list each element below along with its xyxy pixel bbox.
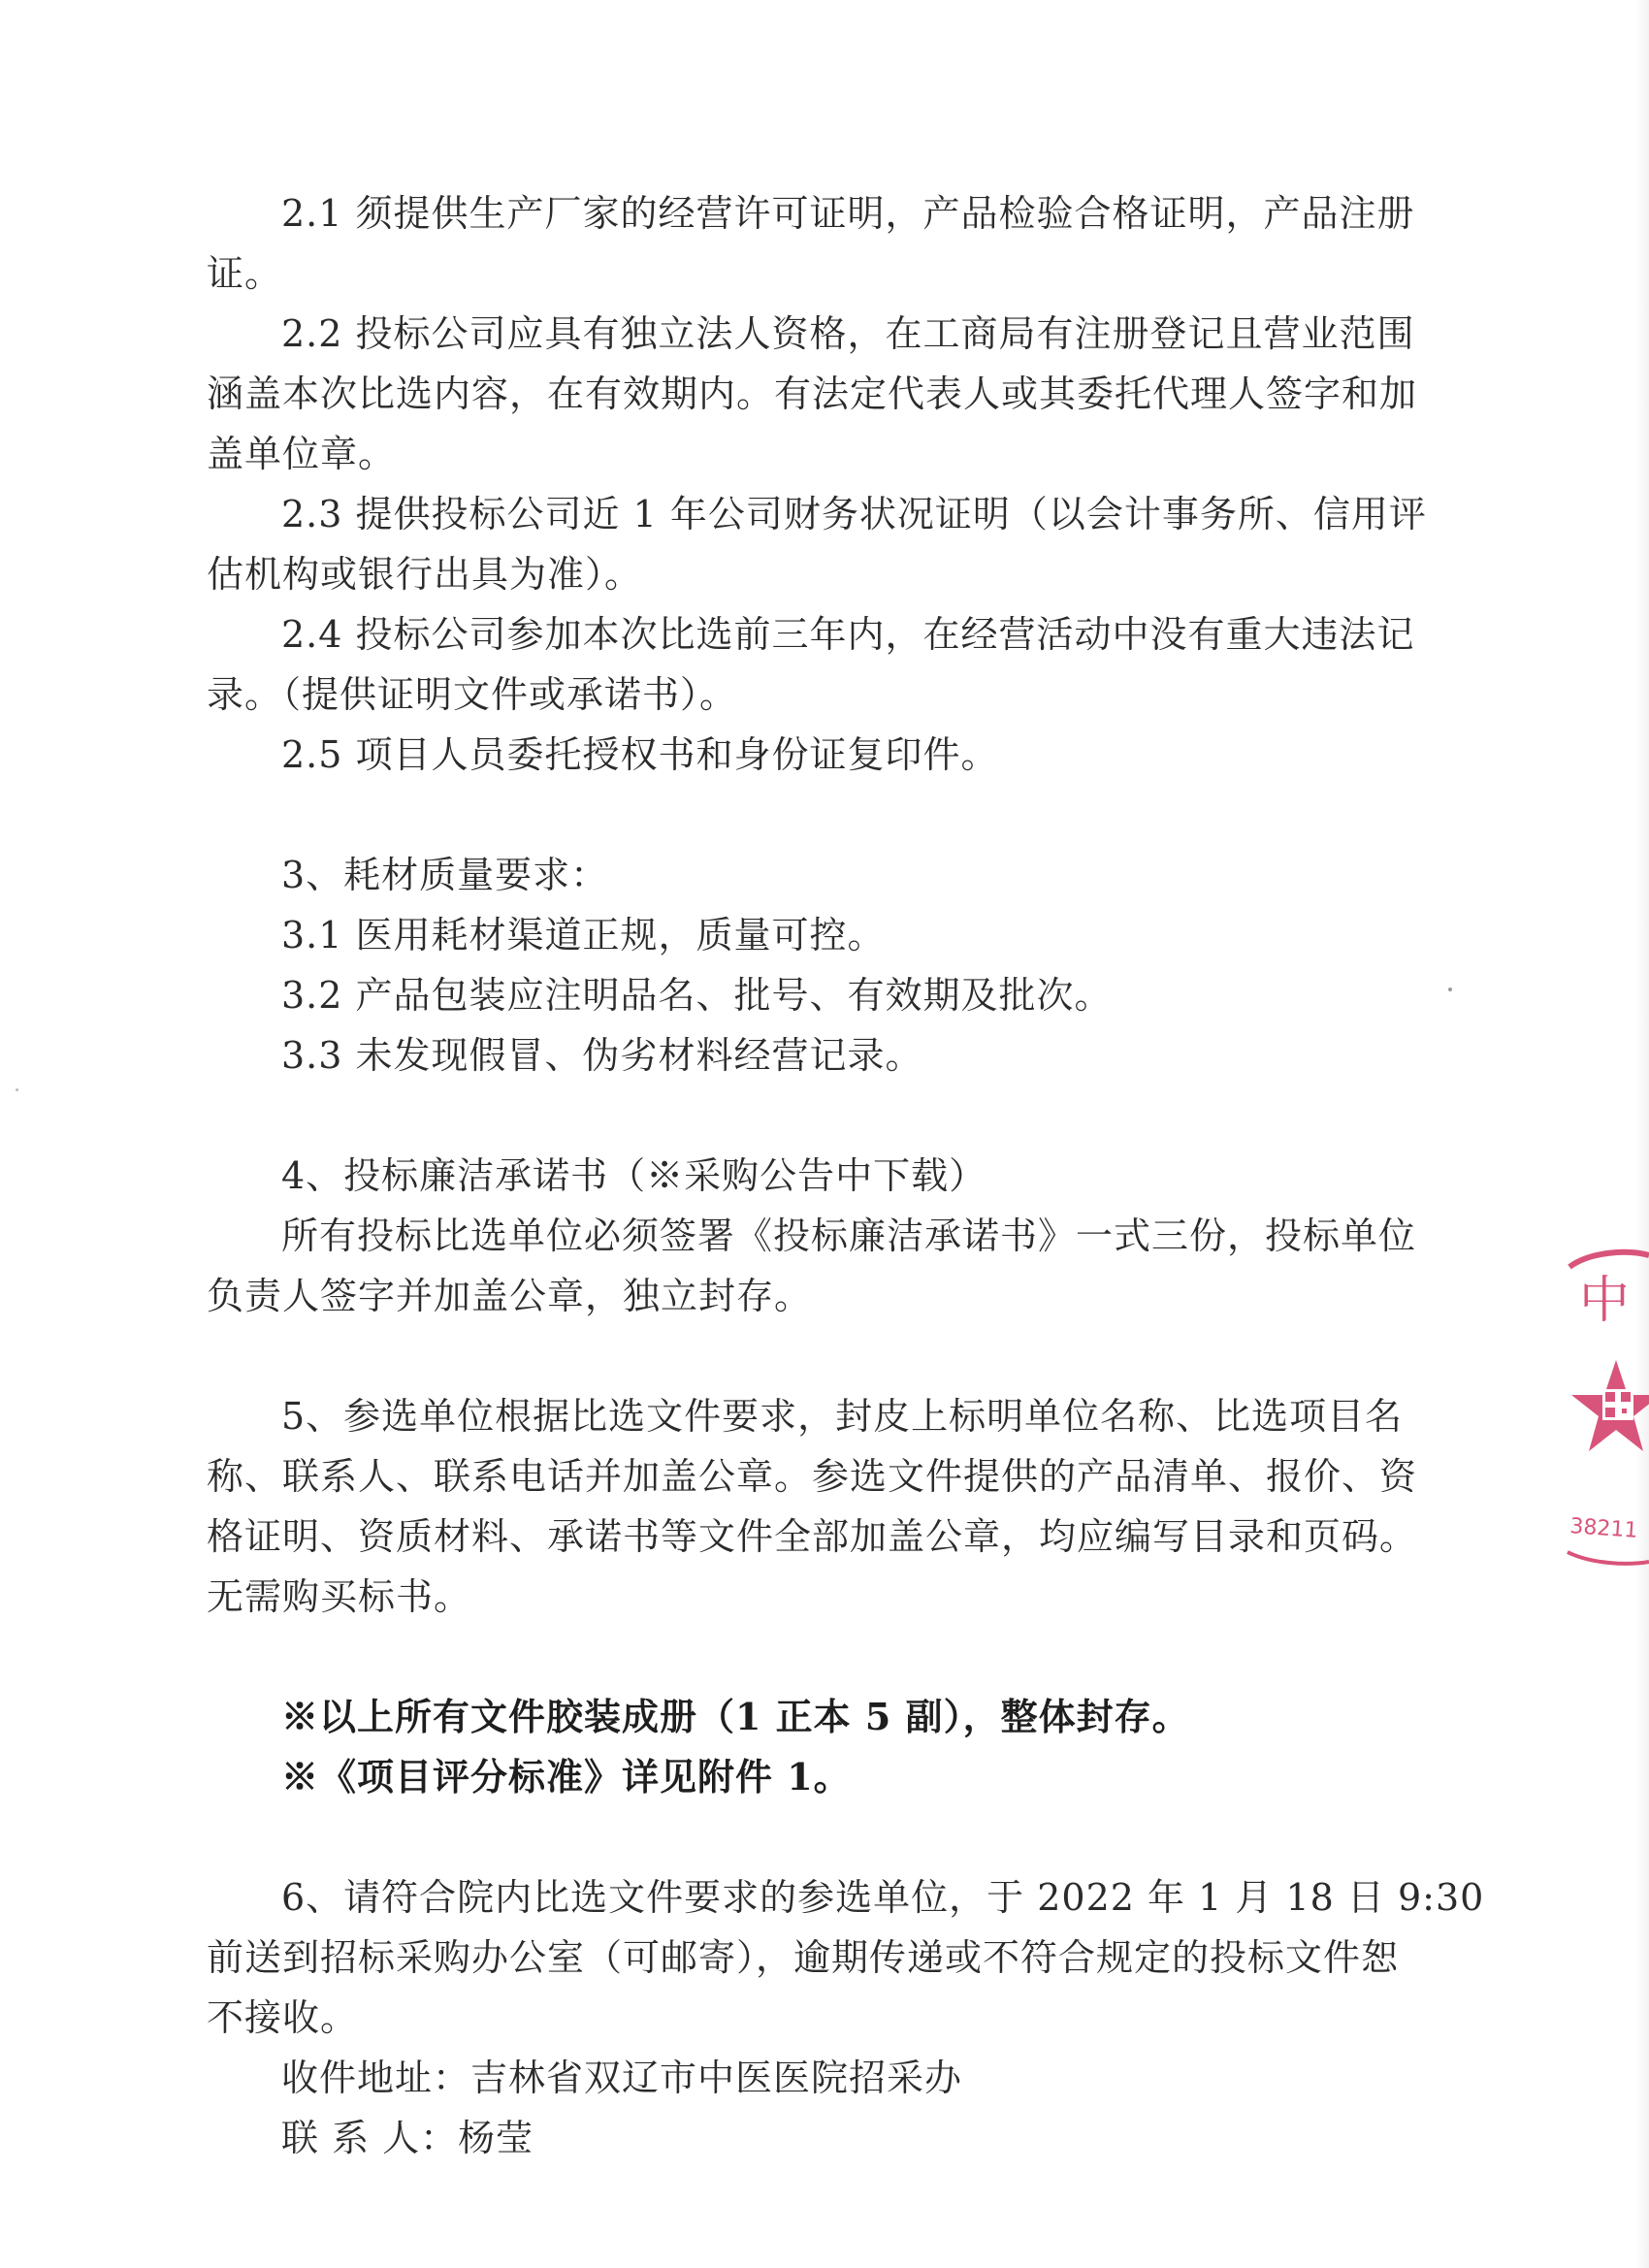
doc-line: 3.3 未发现假冒、伪劣材料经营记录。 (281, 1034, 923, 1077)
doc-line: 格证明、资质材料、承诺书等文件全部加盖公章，均应编写目录和页码。 (207, 1515, 1418, 1558)
scan-edge-shadow (1635, 0, 1649, 2268)
seal-arc-bottom (1568, 1552, 1649, 1564)
doc-line: 前送到招标采购办公室（可邮寄），逾期传递或不符合规定的投标文件恕 (207, 1936, 1400, 1979)
bold-note: ※《项目评分标准》详见附件 1。 (281, 1755, 852, 1798)
scan-speck (16, 1088, 18, 1091)
doc-line: 2.3 提供投标公司近 1 年公司财务状况证明（以会计事务所、信用评 (281, 493, 1427, 535)
seal-number: 38211 (1568, 1514, 1639, 1543)
doc-line: 2.4 投标公司参加本次比选前三年内，在经营活动中没有重大违法记 (281, 613, 1415, 656)
doc-line: 称、联系人、联系电话并加盖公章。参选文件提供的产品清单、报价、资 (207, 1455, 1418, 1498)
official-seal-stamp (1513, 1222, 1649, 1571)
bold-note: ※以上所有文件胶装成册（1 正本 5 副），整体封存。 (281, 1695, 1190, 1738)
doc-line: 涵盖本次比选内容，在有效期内。有法定代表人或其委托代理人签字和加 (207, 373, 1418, 415)
doc-line: 2.2 投标公司应具有独立法人资格，在工商局有注册登记且营业范围 (281, 312, 1415, 355)
doc-line: 2.5 项目人员委托授权书和身份证复印件。 (281, 733, 999, 776)
doc-line: 3.2 产品包装应注明品名、批号、有效期及批次。 (281, 974, 1113, 1017)
section-heading: 5、参选单位根据比选文件要求，封皮上标明单位名称、比选项目名 (281, 1395, 1404, 1438)
doc-line: 所有投标比选单位必须签署《投标廉洁承诺书》一式三份，投标单位 (281, 1215, 1417, 1257)
contact-line: 联 系 人：杨莹 (281, 2117, 534, 2159)
seal-arc-top (1569, 1252, 1649, 1267)
doc-line: 证。 (207, 252, 283, 295)
seal-character: 中 (1579, 1272, 1631, 1330)
doc-line: 不接收。 (207, 1996, 359, 2039)
doc-line: 无需购买标书。 (207, 1575, 472, 1618)
doc-line: 录。（提供证明文件或承诺书）。 (207, 673, 738, 716)
doc-line: 盖单位章。 (207, 433, 397, 475)
doc-line: 2.1 须提供生产厂家的经营许可证明，产品检验合格证明，产品注册 (281, 192, 1415, 235)
section-heading: 6、请符合院内比选文件要求的参选单位，于 2022 年 1 月 18 日 9:30 (281, 1876, 1485, 1919)
scan-speck (1448, 988, 1452, 991)
address-line: 收件地址：吉林省双辽市中医医院招采办 (281, 2057, 963, 2099)
section-heading: 3、耗材质量要求： (281, 854, 609, 896)
section-heading: 4、投标廉洁承诺书（※采购公告中下载） (281, 1154, 987, 1197)
doc-line: 3.1 医用耗材渠道正规，质量可控。 (281, 914, 886, 956)
doc-line: 估机构或银行出具为准）。 (207, 553, 643, 596)
doc-line: 负责人签字并加盖公章，独立封存。 (207, 1275, 813, 1317)
